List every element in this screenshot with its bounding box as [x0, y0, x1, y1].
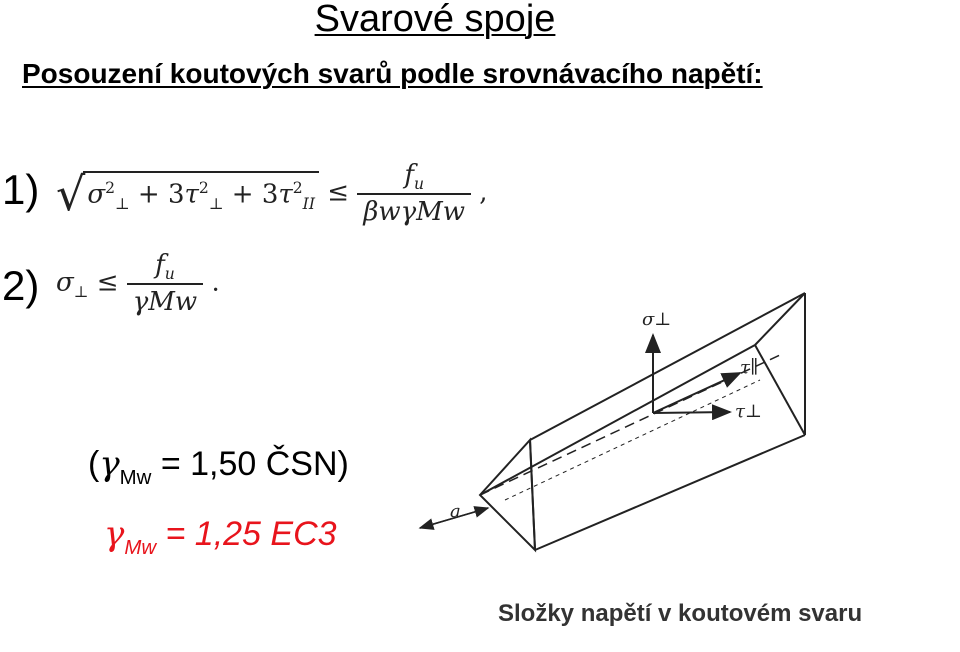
label-tau-perp: τ⊥ [735, 401, 762, 422]
label-a: a [450, 501, 461, 522]
equation-2-number: 2) [2, 262, 40, 309]
equation-1-number: 1) [2, 166, 40, 213]
weld-end-face [480, 440, 535, 550]
label-sigma: σ⊥ [642, 309, 672, 330]
fillet-weld-stress-diagram [410, 285, 950, 565]
page-title: Svarové spoje [314, 0, 556, 40]
safety-factor-csn: ($\gamma_{Mw} = 1,50$ ČSN) [88, 444, 349, 490]
page-subtitle: Posouzení koutových svarů podle srovnávacího napětí: [22, 58, 763, 89]
equation-2-fraction: $\frac{f_u}{\text{γMw}}$ [127, 250, 203, 317]
diagram-caption: Složky napětí v koutovém svaru [498, 600, 863, 627]
equation-1-fraction: $\frac{f_u}{\text{βwγMw}}$ [357, 160, 471, 227]
stress-arrows [653, 335, 740, 413]
safety-factor-ec3: $\gamma_{Mw} = 1,25$ EC3 [104, 514, 337, 560]
square-root: √ $\sigma^2_\perp + 3\tau^2_\perp + 3\tau^2_{II}$ [56, 171, 319, 217]
equation-2: $\sigma_\perp$ ≤ $\frac{f_u}{\text{γMw}}$ . [56, 250, 220, 318]
tau-perp-arrow [653, 412, 730, 413]
equation-1: √ $\sigma^2_\perp + 3\tau^2_\perp + 3\tau^2_{II}$ ≤ $\frac{f_u}{\text{βwγMw}}$ , [56, 160, 488, 228]
label-tau-parallel: τ∥ [740, 357, 759, 378]
